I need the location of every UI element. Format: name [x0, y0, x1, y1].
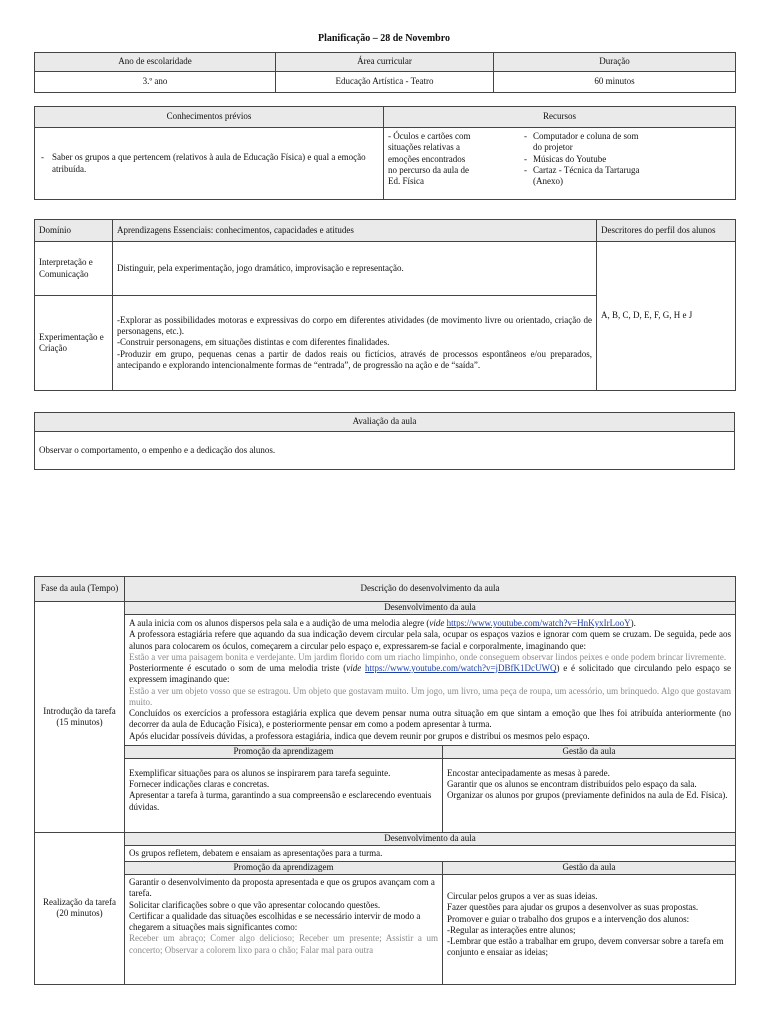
header-conhecimentos: Conhecimentos prévios	[35, 107, 384, 128]
learning-item: -Produzir em grupo, pequenas cenas a partir de dados reais ou fictícios, através de processos espontâneos e/ou preparados, antecipando e explorando intencionalmente formas de “entrada”, de progressão na ação e de “saída”.	[117, 348, 592, 370]
page-title: Planificação – 28 de Novembro	[317, 33, 451, 44]
resource-line: no percurso da aula de	[388, 164, 469, 175]
promo-item: Fornecer indicações claras e concretas.	[129, 779, 270, 789]
real-gestao-header: Gestão da aula	[443, 862, 736, 875]
resource-line: - Óculos e cartões com	[388, 131, 471, 141]
phase-real-name: Realização da tarefa	[43, 897, 116, 908]
evaluation-table	[34, 412, 735, 470]
evaluation-header: Avaliação da aula	[35, 413, 735, 432]
resource-line: situações relativas a	[388, 142, 460, 153]
header-dominio: Domínio	[35, 220, 113, 242]
gestao-item: Fazer questões para ajudar os grupos a desenvolver as suas propostas.	[447, 902, 699, 913]
intro-p3: Estão a ver uma paisagem bonita e verdejante. Um jardim florido com um riacho limpinho, onde conseguem observar lindos peixes e onde podem brincar livremente.	[129, 651, 727, 662]
learning-item: -Explorar as possibilidades motoras e expressivas do corpo em diferentes atividades (de movimento livre ou orientado, criação de personagens, etc.).	[117, 314, 592, 337]
header-fase: Fase da aula (Tempo)	[35, 577, 125, 602]
intro-p7: Após elucidar possíveis dúvidas, a professora estagiária, indica que devem reunir por grupos e distribui os mesmos pelo espaço.	[129, 730, 590, 741]
intro-description	[125, 615, 736, 746]
intro-p6: Concluídos os exercícios a professora estagiária explica que devem pensar numa outra situação em que sintam a emoção que lhes foi atribuída anteriormente (no decorrer da aula de Educação Física), e posteriormente pensar em como a podem apresentar à turma.	[129, 708, 732, 730]
knowledge-text: Saber os grupos a que pertencem (relativos à aula de Educação Física) e qual a emoção atribuída.	[52, 152, 366, 174]
phase-intro	[35, 602, 125, 833]
intro-dev-header: Desenvolvimento da aula	[125, 602, 736, 615]
intro-p5: Estão a ver um objeto vosso que se estragou. Um objeto que gostavam muito. Um jogo, um livro, uma peça de roupa, um acessório, um brinquedo. Algo que gostavam muito.	[129, 685, 732, 707]
learning-interpretacao: Distinguir, pela experimentação, jogo dramático, improvisação e representação.	[113, 242, 597, 296]
youtube-link-happy[interactable]: https://www.youtube.com/watch?v=HnKyxIrLooY	[446, 618, 631, 628]
phase-realizacao	[35, 832, 125, 984]
resource-item: - Músicas do Youtube	[524, 154, 644, 165]
gestao-item: -Regular as interações entre alunos;	[447, 924, 576, 935]
header-aprendizagens: Aprendizagens Essenciais: conhecimentos, capacidades e atitudes	[113, 220, 597, 242]
phases-table	[34, 576, 736, 985]
gestao-item: Circular pelos grupos a ver as suas ideias.	[447, 891, 598, 901]
intro-promo	[125, 758, 443, 832]
header-descricao: Descrição do desenvolvimento da aula	[125, 577, 736, 602]
resources-left	[388, 131, 516, 187]
value-duracao: 60 minutos	[494, 72, 736, 93]
value-ano: 3.º ano	[35, 72, 276, 93]
intro-p4: Posteriormente é escutado o som de uma melodia triste (vide https://www.youtube.com/watch?v=jDBfK1DcUWQ) e é solicitado que circulando pelo espaço se expressem imaginando que:	[129, 663, 732, 685]
phase-real-time: (20 minutos)	[56, 908, 103, 919]
header-recursos: Recursos	[384, 107, 736, 128]
intro-promo-header: Promoção da aprendizagem	[125, 745, 443, 758]
header-descritores: Descritores do perfil dos alunos	[597, 220, 736, 242]
resource-item: - Computador e coluna de som do projetor	[524, 131, 644, 154]
intro-p2: A professora estagiária refere que aquando da sua indicação devem circular pela sala, ocupar os espaços vazios e ignorar com quem se cruzam. De seguida, pede aos alunos para colocarem os óculos, começarem a circular pelo espaço e, expressarem-se facial e corporalmente, imaginando que:	[129, 629, 732, 651]
header-duracao: Duração	[494, 53, 736, 72]
phase-intro-time: (15 minutos)	[56, 716, 103, 727]
gestao-item: Encostar antecipadamente as mesas à parede.	[447, 767, 610, 778]
gestao-item: -Lembrar que estão a trabalhar em grupo, devem conversar sobre a tarefa em conjunto e ensaiar as ideias;	[447, 936, 724, 958]
learning-item: -Construir personagens, em situações distintas e com diferentes finalidades.	[117, 337, 390, 348]
learning-experimentacao	[113, 296, 597, 391]
domain-experimentacao: Experimentação e Criação	[35, 296, 113, 391]
resources-cell	[384, 128, 736, 200]
promo-item: Garantir o desenvolvimento da proposta apresentada e que os grupos avançam com a tarefa.	[129, 877, 435, 899]
profile-descriptors: A, B, C, D, E, F, G, H e J	[597, 242, 736, 391]
promo-examples: Receber um abraço; Comer algo delicioso; Receber um presente; Assistir a um concerto; Observar a colorem lixo para o chão; Falar mal para outra	[129, 933, 438, 955]
resource-line: Ed. Física	[388, 176, 424, 186]
youtube-link-sad[interactable]: https://www.youtube.com/watch?v=jDBfK1DcUWQ	[365, 663, 557, 673]
value-area: Educação Artística - Teatro	[276, 72, 494, 93]
phase-intro-name: Introdução da tarefa	[43, 705, 116, 716]
real-description: Os grupos refletem, debatem e ensaiam as apresentações para a turma.	[125, 845, 736, 861]
header-area: Área curricular	[276, 53, 494, 72]
resources-right	[524, 131, 644, 187]
promo-item: Solicitar clarificações sobre o que vão apresentar colocando questões.	[129, 899, 381, 910]
resource-item: - Cartaz - Técnica da Tartaruga (Anexo)	[524, 165, 644, 188]
real-promo-header: Promoção da aprendizagem	[125, 862, 443, 875]
real-gestao	[443, 875, 736, 985]
knowledge-cell	[35, 128, 384, 200]
evaluation-text: Observar o comportamento, o empenho e a dedicação dos alunos.	[35, 432, 735, 470]
intro-p1: A aula inicia com os alunos dispersos pela sala e a audição de uma melodia alegre (vide https://www.youtube.com/watch?v=HnKyxIrLooY).	[129, 618, 636, 628]
gestao-item: Promover e guiar o trabalho dos grupos e a intervenção dos alunos:	[447, 913, 690, 924]
promo-item: Exemplificar situações para os alunos se inspirarem para tarefa seguinte.	[129, 767, 391, 778]
prior-table	[34, 106, 736, 200]
real-promo	[125, 875, 443, 985]
header-ano: Ano de escolaridade	[35, 53, 276, 72]
domains-table	[34, 219, 736, 391]
gestao-item: Organizar os alunos por grupos (previamente definidos na aula de Ed. Física).	[447, 790, 728, 801]
knowledge-dash: -	[41, 152, 44, 163]
gestao-item: Garantir que os alunos se encontram distribuídos pelo espaço da sala.	[447, 779, 697, 789]
domain-interpretacao: Interpretação e Comunicação	[35, 242, 113, 296]
resource-line: emoções encontrados	[388, 153, 466, 164]
real-dev-header: Desenvolvimento da aula	[125, 832, 736, 845]
intro-gestao-header: Gestão da aula	[443, 745, 736, 758]
promo-item: Apresentar a tarefa à turma, garantindo a sua compreensão e esclarecendo eventuais dúvidas.	[129, 790, 432, 812]
intro-gestao	[443, 758, 736, 832]
promo-item: Certificar a qualidade das situações escolhidas e se necessário intervir de modo a chegarem a situações mais significantes como:	[129, 910, 421, 932]
info-table	[34, 52, 736, 93]
